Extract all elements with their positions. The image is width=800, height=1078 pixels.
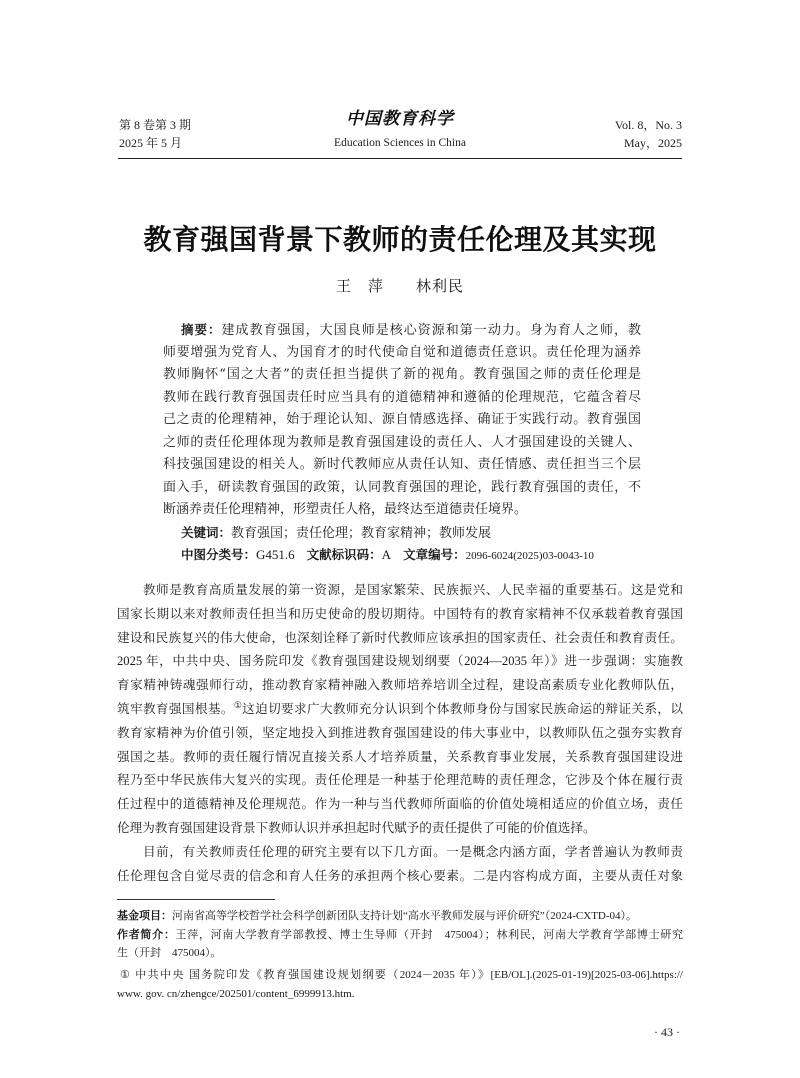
abstract-line: 摘要：建成教育强国，大国良师是核心资源和第一动力。身为育人之师，教: [181, 322, 641, 338]
body-line: 强国之基。教师的责任履行情况直接关系人才培养质量，关系教育事业发展，关系教育强国建设进: [117, 749, 683, 764]
author-bio-line: 作者简介：王萍，河南大学教育学部教授、博士生导师（开封 475004）；林利民，河南大学教育学部博士研究: [117, 928, 683, 941]
abstract-line: 教师在践行教育强国责任时应当具有的道德精神和遵循的伦理规范，它蕴含着尽: [163, 389, 641, 405]
document-code-label: 文献标识码：: [306, 547, 382, 562]
body-text: [117, 579, 683, 888]
body-line: 2025 年，中共中央、国务院印发《教育强国建设规划纲要（2024—2035 年）》进一步强调：实施教: [117, 654, 683, 669]
author-bio-line: 生（开封 475004）。: [117, 947, 222, 959]
body-line: 育家精神铸魂强师行动，推动教育家精神融入教师培养培训全过程，建设高素质专业化教师队伍，: [117, 678, 683, 693]
document-code-value: A: [381, 547, 392, 562]
abstract-line: 教师胸怀“国之大者”的责任担当提供了新的视角。教育强国之师的责任伦理是: [163, 367, 641, 382]
fund-note: [117, 906, 683, 925]
keywords-label: 关键词：: [181, 524, 232, 540]
journal-logo: 中国教育科学: [346, 109, 454, 129]
reference-marker: ①: [120, 969, 132, 981]
clc-label: 中图分类号：: [181, 547, 257, 562]
reference-line: www. gov. cn/zhengce/202501/content_6999913.htm.: [117, 988, 355, 1000]
body-line: 伦理为教育强国建设背景下教师认识并承担起时代赋予的责任提供了可能的价值选择。: [117, 820, 596, 835]
body-line: 任伦理包含自觉尽责的信念和育人任务的承担两个核心要素。二是内容构成方面，主要从责任对象: [117, 868, 683, 883]
abstract-line: 面入手，研读教育强国的政策，认同教育强国的理论，践行教育强国的责任，不: [163, 479, 641, 495]
header-center: [250, 108, 550, 151]
abstract-line: 科技强国建设的相关人。新时代教师应从责任认知、责任情感、责任担当三个层: [163, 457, 641, 472]
reference-note: [117, 966, 683, 1004]
issue-label-cn: 第 8 卷第 3 期: [119, 118, 192, 132]
fund-text: 河南省高等学校哲学社会科学创新团队支持计划“高水平教师发展与评价研究”（2024-CXTD-04）。: [172, 910, 638, 922]
article-title: 教育强国背景下教师的责任伦理及其实现: [143, 223, 657, 256]
keywords-line: [163, 522, 641, 545]
body-line: 筑牢教育强国根基。①这迫切要求广大教师充分认识到个体教师身份与国家民族命运的辩证关系，以: [117, 699, 683, 716]
abstract-line: 师要增强为党育人、为国育才的时代使命自觉和道德责任意识。责任伦理为涵养: [163, 344, 641, 360]
body-line: 程乃至中华民族伟大复兴的实现。责任伦理是一种基于伦理范畴的责任理念，它涉及个体在履行责: [117, 773, 683, 788]
abstract-body: [163, 319, 641, 522]
body-line: 目前，有关教师责任伦理的研究主要有以下几方面。一是概念内涵方面，学者普遍认为教师责: [143, 844, 683, 859]
author-bio-note: [117, 925, 683, 963]
journal-name-en: Education Sciences in China: [334, 137, 466, 149]
header-left: [119, 116, 191, 152]
header-rule: [118, 158, 682, 159]
fund-label: 基金项目：: [117, 909, 172, 922]
abstract-line: 己之责的伦理精神，始于理论认知、源自情感选择、确证于实践行动。教育强国: [163, 412, 641, 427]
author-bio-label: 作者简介：: [117, 928, 176, 941]
classification-line: [163, 544, 641, 567]
body-line: 教师是教育高质量发展的第一资源，是国家繁荣、民族振兴、人民幸福的重要基石。这是党和: [143, 583, 683, 597]
author-names: 王 萍 林利民: [335, 279, 464, 295]
abstract-label: 摘要：: [181, 322, 222, 337]
keywords-value: 教育强国；责任伦理；教育家精神；教师发展: [231, 525, 492, 541]
reference-line: ① 中共中央 国务院印发《教育强国建设规划纲要（2024－2035 年）》[EB/OL].(2025-01-19)[2025-03-06].https://: [120, 969, 683, 981]
body-line: 建设和民族复兴的伟大使命，也深刻诠释了新时代教师应该承担的国家责任、社会责任和教育责任。: [117, 630, 683, 645]
issue-label-en: Vol. 8，No. 3: [614, 118, 682, 132]
issue-date-en: May，2025: [624, 136, 682, 150]
body-line: 国家长期以来对教师责任担当和历史使命的殷切期待。中国特有的教育家精神不仅承载着教育强国: [117, 606, 683, 621]
body-paragraph: [117, 579, 683, 841]
footnote-marker: ①: [233, 699, 243, 710]
article-number-value: 2096-6024(2025)03-0043-10: [465, 550, 594, 562]
body-line: 教育家精神为价值引领，坚定地投入到推进教育强国建设的伟大事业中，以教师队伍之强夯实教育: [117, 725, 683, 740]
header-right: [615, 116, 682, 152]
footnotes: [117, 906, 683, 1004]
abstract-line: 之师的责任伦理体现为教师是教育强国建设的责任人、人才强国建设的关键人、: [163, 434, 641, 450]
issue-date-cn: 2025 年 5 月: [119, 136, 183, 150]
page-number: · 43 ·: [654, 1025, 680, 1039]
abstract: [163, 319, 641, 567]
abstract-line: 断涵养责任伦理精神，形塑责任人格，最终达至道德责任境界。: [163, 502, 528, 517]
article-number-label: 文章编号：: [403, 547, 466, 562]
clc-value: G451.6: [256, 547, 295, 562]
body-paragraph: [117, 841, 683, 889]
body-line: 任过程中的道德精神及伦理规范。作为一种与当代教师所面临的价值处境相适应的价值立场，责任: [117, 797, 683, 812]
footnote-separator: [117, 899, 275, 900]
